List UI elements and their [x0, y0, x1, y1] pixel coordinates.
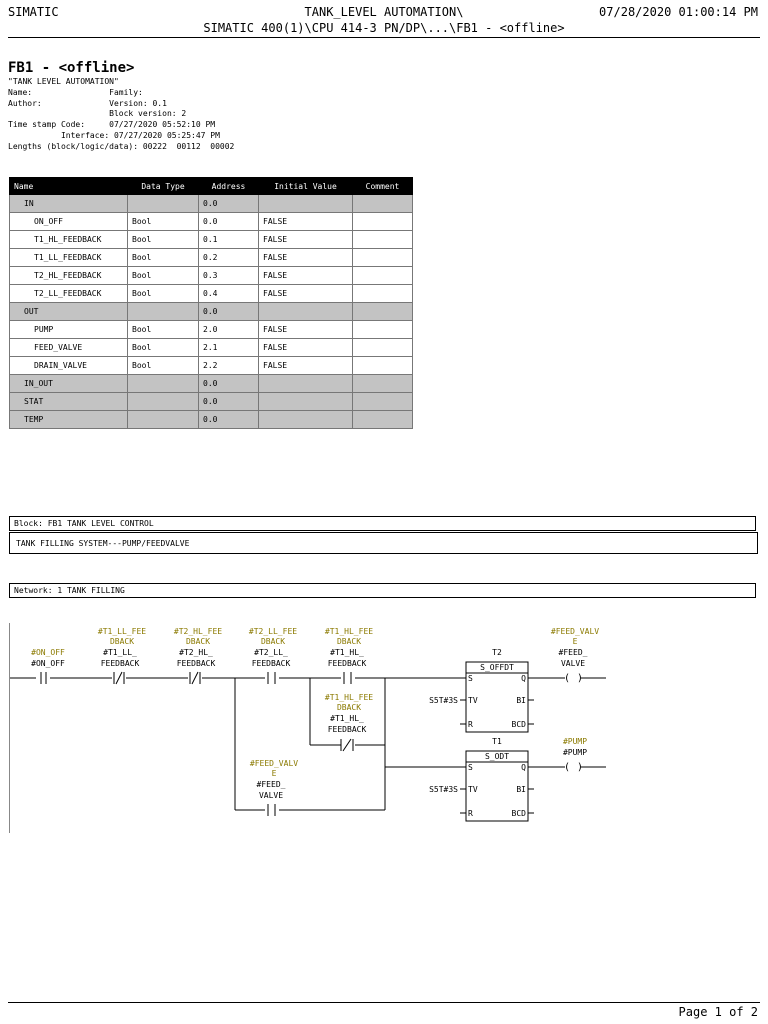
ladder-symbol: #ON_OFF	[31, 648, 65, 657]
cell-name: T2_LL_FEEDBACK	[10, 285, 128, 303]
cell-address: 2.1	[199, 339, 259, 357]
timer-name: T1	[492, 737, 502, 746]
info-line: Time stamp Code: 07/27/2020 05:52:10 PM	[8, 120, 216, 130]
cell-comment	[353, 339, 413, 357]
cell-initial-value: FALSE	[259, 357, 353, 375]
pin-label: R	[468, 809, 473, 818]
cell-initial-value: FALSE	[259, 267, 353, 285]
cell-address: 0.0	[199, 411, 259, 429]
cell-datatype: Bool	[128, 213, 199, 231]
cell-comment	[353, 267, 413, 285]
header-title: TANK_LEVEL AUTOMATION\	[304, 5, 464, 19]
ladder-symbol: #FEED_VALV	[249, 759, 299, 768]
cell-name: STAT	[10, 393, 128, 411]
timer-preset: S5T#3S	[429, 785, 458, 794]
table-row	[10, 393, 413, 411]
cell-datatype: Bool	[128, 357, 199, 375]
cell-address: 0.0	[199, 213, 259, 231]
cell-address: 0.0	[199, 303, 259, 321]
info-line: Interface: 07/27/2020 05:25:47 PM	[8, 130, 220, 140]
table-row	[10, 303, 413, 321]
cell-comment	[353, 231, 413, 249]
cell-address: 0.0	[199, 195, 259, 213]
cell-datatype: Bool	[128, 249, 199, 267]
cell-address: 0.1	[199, 231, 259, 249]
cell-datatype: Bool	[128, 285, 199, 303]
col-header-name: Name	[10, 178, 128, 195]
cell-initial-value	[259, 411, 353, 429]
ladder-symbol: #FEED_VALV	[550, 627, 600, 636]
cell-address: 0.2	[199, 249, 259, 267]
ladder-symbol: DBACK	[260, 637, 286, 646]
table-row	[10, 213, 413, 231]
cell-name: T1_HL_FEEDBACK	[10, 231, 128, 249]
pin-label: BI	[516, 696, 526, 705]
cell-initial-value: FALSE	[259, 339, 353, 357]
cell-datatype: Bool	[128, 231, 199, 249]
cell-name: ON_OFF	[10, 213, 128, 231]
block-info	[8, 77, 234, 153]
cell-initial-value: FALSE	[259, 249, 353, 267]
pin-label: BI	[516, 785, 526, 794]
table-row	[10, 411, 413, 429]
ladder-operand: FEEDBACK	[176, 659, 216, 668]
info-line: Author: Version: 0.1	[8, 98, 167, 108]
cell-comment	[353, 195, 413, 213]
table-row	[10, 231, 413, 249]
ladder-symbol: #T1_HL_FEE	[324, 693, 374, 702]
ladder-operand: #T1_LL_	[103, 648, 137, 657]
cell-comment	[353, 303, 413, 321]
ladder-operand: VALVE	[258, 791, 284, 800]
timer-name: T2	[492, 648, 502, 657]
ladder-operand: VALVE	[560, 659, 586, 668]
pin-label: TV	[468, 696, 478, 705]
ladder-operand: FEEDBACK	[327, 659, 367, 668]
cell-comment	[353, 213, 413, 231]
header-divider	[8, 37, 760, 38]
table-header-row	[10, 178, 413, 195]
cell-datatype: Bool	[128, 339, 199, 357]
pin-label: R	[468, 720, 473, 729]
ladder-symbol: #T2_LL_FEE	[248, 627, 298, 636]
block-box: Block: FB1 TANK LEVEL CONTROL	[9, 516, 756, 531]
table-row	[10, 375, 413, 393]
col-header-address: Address	[199, 178, 259, 195]
ladder-symbol: DBACK	[185, 637, 211, 646]
cell-initial-value: FALSE	[259, 321, 353, 339]
cell-datatype	[128, 303, 199, 321]
info-line: Block version: 2	[8, 109, 187, 119]
footer-divider	[8, 1002, 760, 1003]
cell-initial-value	[259, 393, 353, 411]
ladder-symbol: #T1_HL_FEE	[324, 627, 374, 636]
cell-name: T1_LL_FEEDBACK	[10, 249, 128, 267]
cell-name: FEED_VALVE	[10, 339, 128, 357]
pin-label: TV	[468, 785, 478, 794]
block-name-quoted: "TANK LEVEL AUTOMATION"	[8, 77, 119, 86]
block-comment: TANK FILLING SYSTEM---PUMP/FEEDVALVE	[9, 532, 758, 554]
ladder-symbol: #T1_LL_FEE	[97, 627, 147, 636]
cell-comment	[353, 249, 413, 267]
cell-datatype	[128, 375, 199, 393]
network-box: Network: 1 TANK FILLING	[9, 583, 756, 598]
ladder-symbol: DBACK	[109, 637, 135, 646]
cell-initial-value: FALSE	[259, 285, 353, 303]
coil-symbol: )	[577, 762, 584, 773]
ladder-operand: #T2_LL_	[254, 648, 288, 657]
ladder-operand: #FEED_	[558, 648, 588, 657]
cell-datatype	[128, 195, 199, 213]
ladder-symbol: DBACK	[336, 703, 362, 712]
col-header-comment: Comment	[353, 178, 413, 195]
ladder-symbol: DBACK	[336, 637, 362, 646]
cell-address: 0.3	[199, 267, 259, 285]
cell-address: 2.2	[199, 357, 259, 375]
cell-datatype	[128, 393, 199, 411]
table-row	[10, 321, 413, 339]
cell-comment	[353, 321, 413, 339]
timer-type: S_ODT	[484, 752, 510, 761]
col-header-datatype: Data Type	[128, 178, 199, 195]
ladder-operand: #T2_HL_	[179, 648, 213, 657]
ladder-operand: #T1_HL_	[330, 714, 364, 723]
ladder-operand: #FEED_	[256, 780, 286, 789]
cell-address: 0.4	[199, 285, 259, 303]
col-header-initial-value: Initial Value	[259, 178, 353, 195]
cell-datatype: Bool	[128, 321, 199, 339]
cell-comment	[353, 393, 413, 411]
cell-initial-value	[259, 303, 353, 321]
cell-comment	[353, 411, 413, 429]
ladder-operand: #T1_HL_	[330, 648, 364, 657]
cell-comment	[353, 375, 413, 393]
cell-datatype: Bool	[128, 267, 199, 285]
ladder-symbol: E	[572, 637, 578, 646]
ladder-operand: FEEDBACK	[100, 659, 140, 668]
pin-label: S	[468, 674, 473, 683]
pin-label: S	[468, 763, 473, 772]
ladder-symbol: #T2_HL_FEE	[173, 627, 223, 636]
ladder-operand: FEEDBACK	[251, 659, 291, 668]
timer-preset: S5T#3S	[429, 696, 458, 705]
cell-address: 0.0	[199, 375, 259, 393]
coil-symbol: (	[564, 673, 571, 684]
cell-name: IN_OUT	[10, 375, 128, 393]
info-line: Name: Family:	[8, 87, 143, 97]
header-left: SIMATIC	[8, 5, 59, 19]
cell-address: 2.0	[199, 321, 259, 339]
ladder-operand: #ON_OFF	[31, 659, 65, 668]
page-number: Page 1 of 2	[678, 1005, 758, 1019]
table-row	[10, 195, 413, 213]
coil-symbol: )	[577, 673, 584, 684]
cell-comment	[353, 285, 413, 303]
header-datetime: 07/28/2020 01:00:14 PM	[599, 5, 758, 19]
cell-address: 0.0	[199, 393, 259, 411]
pin-label: BCD	[511, 720, 526, 729]
pin-label: BCD	[511, 809, 526, 818]
header-path: SIMATIC 400(1)\CPU 414-3 PN/DP\...\FB1 - <offline>	[203, 21, 565, 35]
table-row	[10, 267, 413, 285]
ladder-operand: FEEDBACK	[327, 725, 367, 734]
pin-label: Q	[521, 674, 526, 683]
interface-table	[9, 177, 413, 429]
cell-initial-value	[259, 375, 353, 393]
cell-name: IN	[10, 195, 128, 213]
cell-initial-value	[259, 195, 353, 213]
cell-name: T2_HL_FEEDBACK	[10, 267, 128, 285]
cell-name: TEMP	[10, 411, 128, 429]
ladder-symbol: #PUMP	[562, 737, 588, 746]
pin-label: Q	[521, 763, 526, 772]
timer-type: S_OFFDT	[480, 663, 514, 672]
cell-name: OUT	[10, 303, 128, 321]
cell-comment	[353, 357, 413, 375]
cell-name: PUMP	[10, 321, 128, 339]
coil-symbol: (	[564, 762, 571, 773]
cell-initial-value: FALSE	[259, 213, 353, 231]
table-row	[10, 249, 413, 267]
ladder-diagram	[0, 615, 768, 845]
table-row	[10, 285, 413, 303]
table-row	[10, 339, 413, 357]
table-row	[10, 357, 413, 375]
info-line: Lengths (block/logic/data): 00222 00112 00002	[8, 141, 235, 151]
cell-initial-value: FALSE	[259, 231, 353, 249]
block-title: FB1 - <offline>	[8, 60, 135, 76]
ladder-operand: #PUMP	[562, 748, 588, 757]
cell-name: DRAIN_VALVE	[10, 357, 128, 375]
cell-datatype	[128, 411, 199, 429]
ladder-symbol: E	[271, 769, 277, 778]
